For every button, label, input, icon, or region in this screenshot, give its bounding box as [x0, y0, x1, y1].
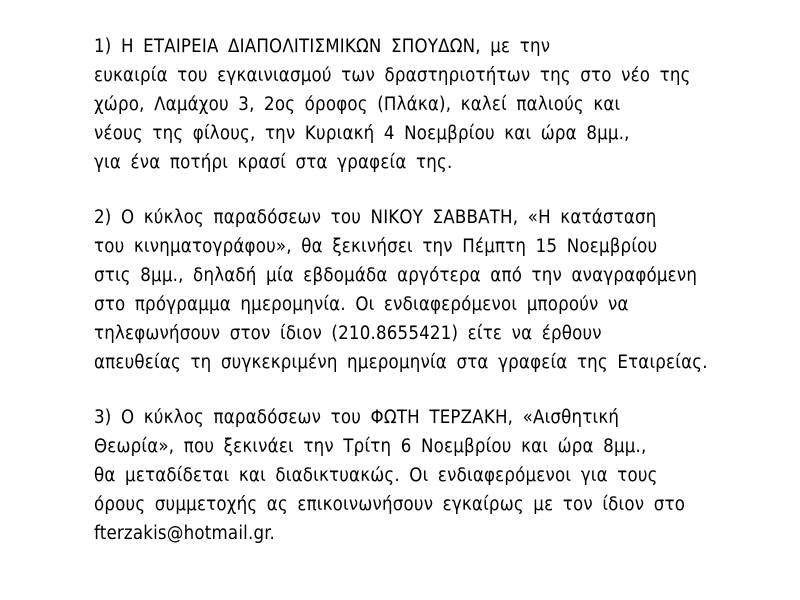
paragraph-line: χώρο, Λαμάχου 3, 2ος όροφος (Πλάκα), καλεί παλιούς και — [94, 94, 621, 115]
paragraph-line: του κινηματογράφου», θα ξεκινήσει την Πέμπτη 15 Νοεμβρίου — [94, 236, 658, 257]
paragraph-line: θα μεταδίδεται και διαδικτυακώς. Οι ενδιαφερόμενοι για τους — [94, 465, 658, 486]
paragraph-line: ευκαιρία του εγκαινιασμού των δραστηριοτήτων της στο νέο της — [94, 65, 691, 86]
announcement-paragraph-3 — [94, 403, 714, 548]
paragraph-line: απευθείας τη συγκεκριμένη ημερομηνία στα γραφεία της Εταιρείας. — [94, 352, 708, 373]
paragraph-line: 3) Ο κύκλος παραδόσεων του ΦΩΤΗ ΤΕΡΖΑΚΗ, «Αισθητική — [94, 407, 620, 428]
paragraph-line: στο πρόγραμμα ημερομηνία. Οι ενδιαφερόμενοι μπορούν να — [94, 294, 629, 315]
announcement-paragraph-1 — [94, 32, 714, 177]
paragraph-line: 1) Η ΕΤΑΙΡΕΙΑ ΔΙΑΠΟΛΙΤΙΣΜΙΚΩΝ ΣΠΟΥΔΩΝ, με την — [94, 36, 551, 57]
paragraph-line: τηλεφωνήσουν στον ίδιον (210.8655421) είτε να έρθουν — [94, 323, 602, 344]
announcement-paragraph-2 — [94, 203, 714, 377]
paragraph-line: για ένα ποτήρι κρασί στα γραφεία της. — [94, 152, 453, 173]
paragraph-line: στις 8μμ., δηλαδή μία εβδομάδα αργότερα από την αναγραφόμενη — [94, 265, 698, 286]
paragraph-line: όρους συμμετοχής ας επικοινωνήσουν εγκαίρως με τον ίδιον στο — [94, 494, 686, 515]
paragraph-line: νέους της φίλους, την Κυριακή 4 Νοεμβρίου και ώρα 8μμ., — [94, 123, 630, 144]
email-line: fterzakis@hotmail.gr. — [94, 523, 276, 544]
paragraph-line: Θεωρία», που ξεκινάει την Τρίτη 6 Νοεμβρίου και ώρα 8μμ., — [94, 436, 647, 457]
paragraph-line: 2) Ο κύκλος παραδόσεων του ΝΙΚΟΥ ΣΑΒΒΑΤΗ, «Η κατάσταση — [94, 207, 657, 228]
